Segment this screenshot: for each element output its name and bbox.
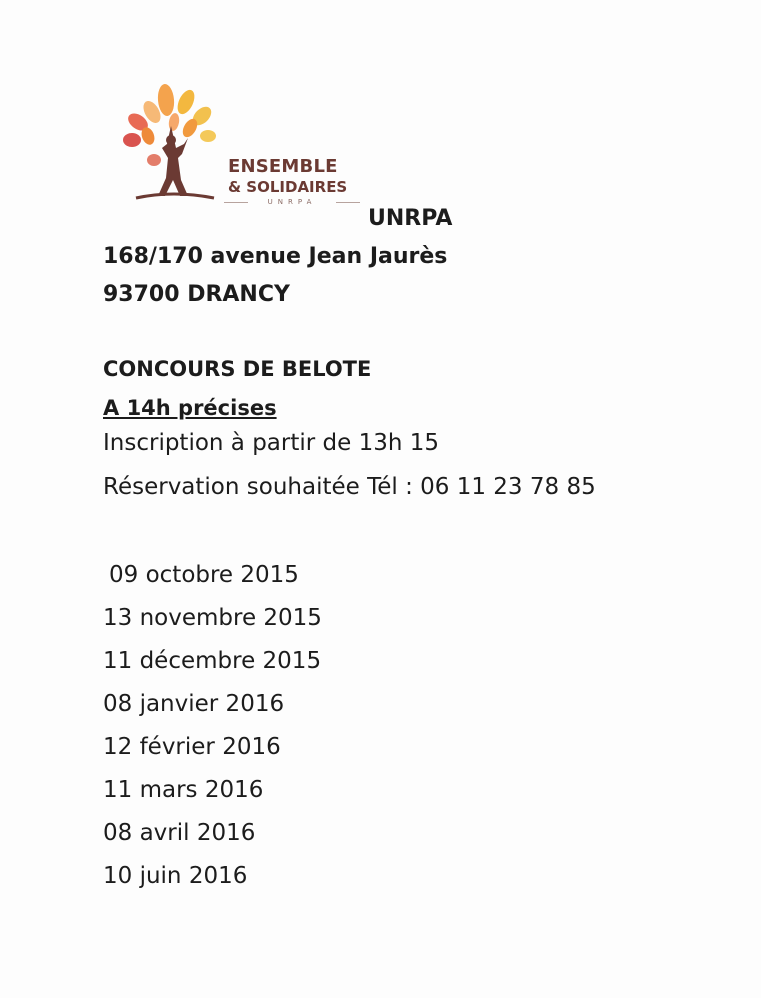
- date-item: 10 juin 2016: [103, 863, 248, 889]
- date-item: 08 janvier 2016: [103, 691, 285, 717]
- logo-text-solidaires: & SOLIDAIRES: [228, 178, 348, 196]
- logo-text-unrpa: UNRPA: [238, 198, 346, 206]
- event-title: CONCOURS DE BELOTE: [103, 357, 372, 381]
- date-list: [103, 560, 322, 904]
- date-item: 11 mars 2016: [103, 777, 264, 803]
- address-city: 93700 DRANCY: [103, 282, 290, 307]
- date-item: 08 avril 2016: [103, 820, 256, 846]
- tree-person-icon: [118, 82, 228, 207]
- address-street: 168/170 avenue Jean Jaurès: [103, 244, 448, 269]
- organization-name: UNRPA: [368, 206, 453, 231]
- ensemble-solidaires-logo: [118, 82, 358, 212]
- registration-info: Inscription à partir de 13h 15: [103, 430, 440, 456]
- event-time: A 14h précises: [103, 396, 277, 420]
- logo-text-ensemble: ENSEMBLE: [228, 156, 338, 177]
- date-item: 12 février 2016: [103, 734, 281, 760]
- reservation-info: Réservation souhaitée Tél : 06 11 23 78 85: [103, 474, 596, 500]
- date-item: 13 novembre 2015: [103, 605, 322, 631]
- date-item: 11 décembre 2015: [103, 648, 322, 674]
- date-item: 09 octobre 2015: [109, 562, 299, 588]
